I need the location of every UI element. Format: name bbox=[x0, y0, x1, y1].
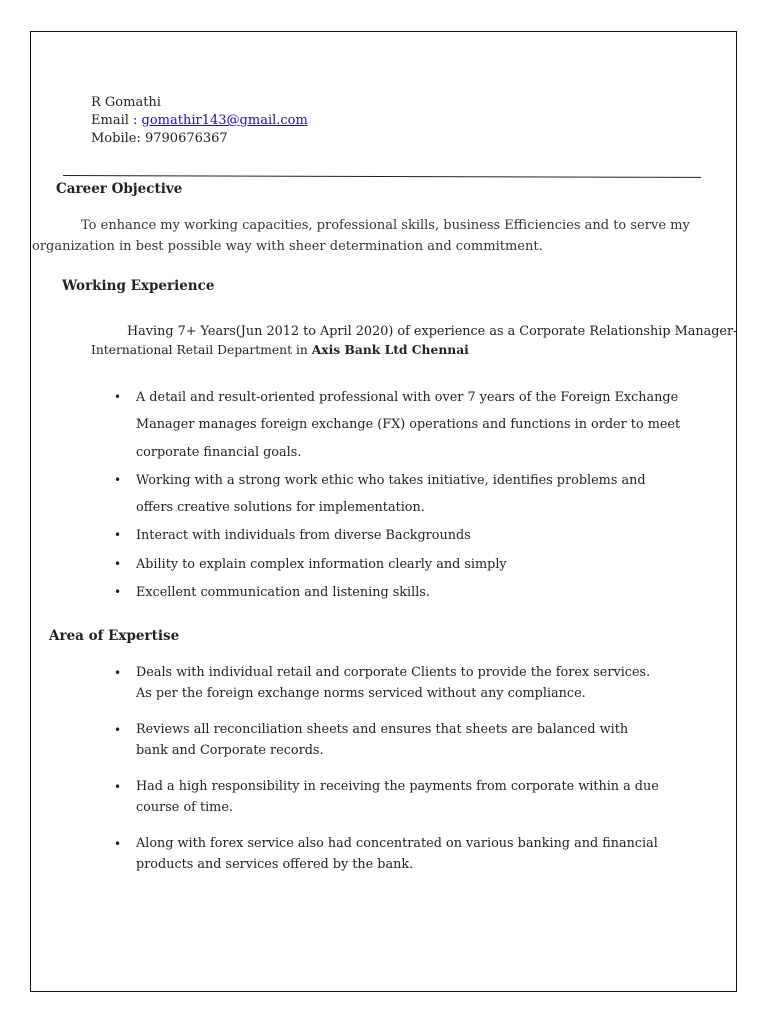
bullet-text-line: • Working with a strong work ethic who takes initiative, identifies problems and bbox=[136, 472, 646, 488]
bullet-text-line: • Reviews all reconciliation sheets and ensures that sheets are balanced with bbox=[136, 722, 629, 737]
bullet-text-line: bank and Corporate records. bbox=[136, 742, 324, 758]
email-line bbox=[91, 112, 308, 130]
experience-summary-line-2 bbox=[91, 342, 469, 357]
expertise-bullet bbox=[114, 777, 694, 818]
experience-bullet bbox=[114, 579, 694, 606]
bullet-text-line: • A detail and result-oriented professional with over 7 years of the Foreign Exchange bbox=[136, 390, 679, 405]
experience-bullet bbox=[114, 522, 694, 549]
mobile-line: Mobile: 9790676367 bbox=[91, 131, 228, 146]
experience-bullet-list bbox=[114, 384, 694, 607]
bullet-text-line: • Excellent communication and listening skills. bbox=[136, 584, 430, 600]
career-objective-heading: Career Objective bbox=[56, 181, 183, 197]
expertise-bullet bbox=[114, 720, 694, 761]
bullet-text-line: Manager manages foreign exchange (FX) operations and functions in order to meet bbox=[136, 417, 681, 433]
bullet-text-line: offers creative solutions for implementation. bbox=[136, 500, 425, 516]
bullet-text-line: course of time. bbox=[136, 799, 233, 815]
email-label: Email : bbox=[91, 113, 142, 128]
bullet-text-line: products and services offered by the bank. bbox=[136, 856, 414, 872]
experience-summary-line-1: Having 7+ Years(Jun 2012 to April 2020) of experience as a Corporate Relationship Manager- bbox=[127, 324, 738, 339]
area-of-expertise-heading: Area of Expertise bbox=[49, 628, 180, 644]
bullet-text-line: As per the foreign exchange norms serviced without any compliance. bbox=[136, 685, 586, 701]
bullet-text-line: • Deals with individual retail and corporate Clients to provide the forex services. bbox=[136, 665, 651, 680]
candidate-name: R Gomathi bbox=[91, 95, 161, 110]
working-experience-heading: Working Experience bbox=[62, 278, 215, 294]
bullet-text-line: • Along with forex service also had concentrated on various banking and financial bbox=[136, 836, 658, 851]
expertise-bullet-list bbox=[114, 663, 694, 891]
career-objective-line-2: organization in best possible way with sheer determination and commitment. bbox=[32, 239, 543, 254]
experience-bullet bbox=[114, 384, 694, 466]
experience-bullet bbox=[114, 551, 694, 578]
expertise-bullet bbox=[114, 834, 694, 875]
bullet-text-line: • Ability to explain complex information clearly and simply bbox=[136, 556, 507, 572]
career-objective-line-1: To enhance my working capacities, professional skills, business Efficiencies and to serve my bbox=[81, 218, 690, 233]
bullet-text-line: • Interact with individuals from diverse Backgrounds bbox=[136, 528, 471, 544]
expertise-bullet bbox=[114, 663, 694, 704]
employer-name: Axis Bank Ltd Chennai bbox=[311, 342, 469, 357]
experience-bullet bbox=[114, 467, 694, 522]
experience-department: International Retail Department in bbox=[91, 343, 312, 357]
email-link[interactable]: gomathir143@gmail.com bbox=[141, 113, 308, 128]
bullet-text-line: • Had a high responsibility in receiving the payments from corporate within a due bbox=[136, 779, 659, 794]
bullet-text-line: corporate financial goals. bbox=[136, 444, 302, 460]
